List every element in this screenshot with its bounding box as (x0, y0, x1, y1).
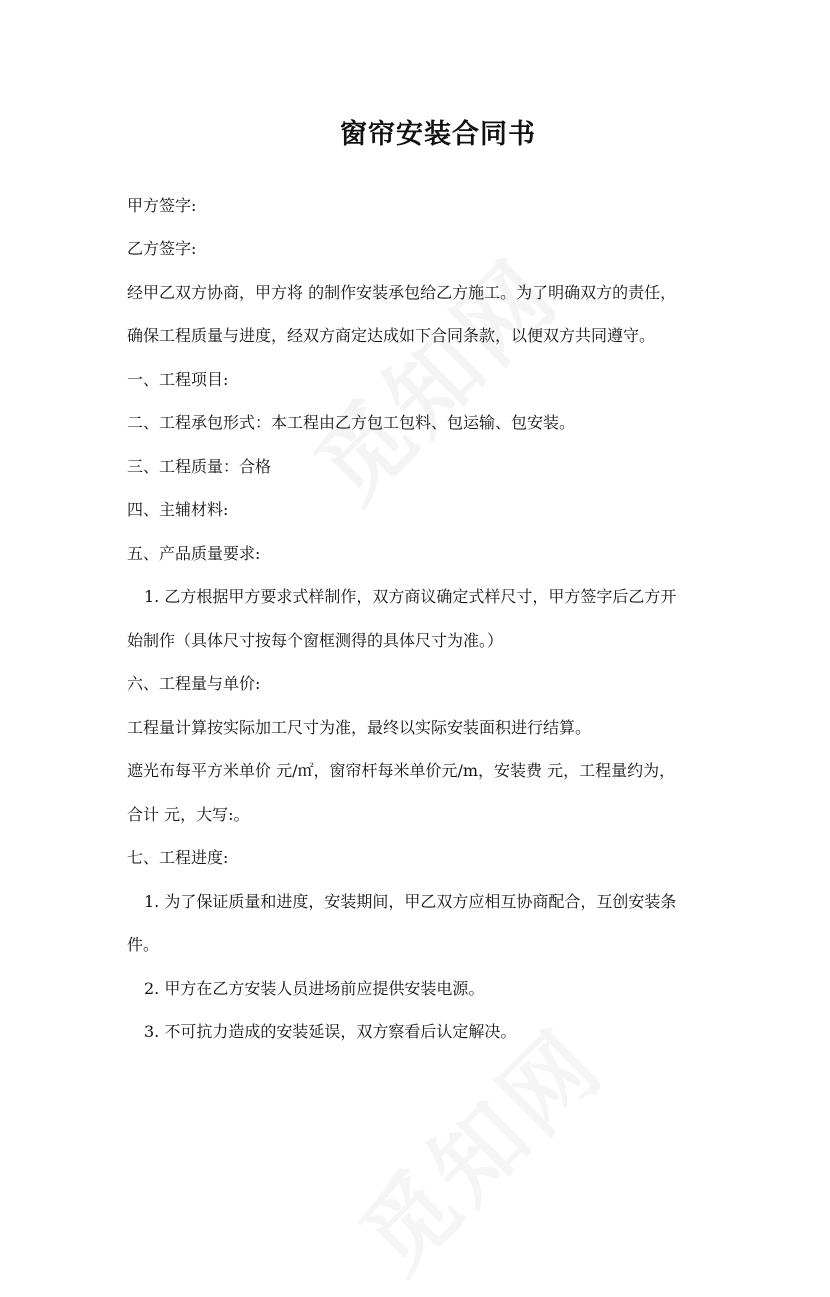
paragraph-line: 工程量计算按实际加工尺寸为准，最终以实际安装面积进行结算。 (127, 718, 592, 737)
list-item: 2. 甲方在乙方安装人员进场前应提供安装电源。 (144, 979, 485, 998)
party-b-signature: 乙方签字: (127, 239, 197, 258)
section-heading: 七、工程进度: (127, 848, 229, 867)
section-heading: 三、工程质量：合格 (127, 457, 272, 476)
paragraph-line: 件。 (127, 935, 160, 954)
paragraph-line: 遮光布每平方米单价 元/㎡，窗帘杆每米单价元/m，安装费 元，工程量约为， (127, 761, 676, 780)
paragraph-line: 始制作（具体尺寸按每个窗框测得的具体尺寸为准。） (127, 631, 504, 650)
document-title: 窗帘安装合同书 (340, 119, 536, 150)
section-heading: 五、产品质量要求: (127, 544, 261, 563)
paragraph-line: 经甲乙双方协商，甲方将 的制作安装承包给乙方施工。为了明确双方的责任， (127, 283, 677, 302)
section-heading: 二、工程承包形式：本工程由乙方包工包料、包运输、包安装。 (127, 413, 576, 432)
paragraph-line: 确保工程质量与进度，经双方商定达成如下合同条款，以便双方共同遵守。 (127, 326, 656, 345)
list-item: 3. 不可抗力造成的安装延误，双方察看后认定解决。 (144, 1022, 517, 1041)
paragraph-line: 合计 元，大写:。 (127, 805, 250, 824)
section-heading: 四、主辅材料: (127, 500, 229, 519)
list-item: 1. 为了保证质量和进度，安装期间，甲乙双方应相互协商配合，互创安装条 (144, 892, 677, 911)
list-item: 1. 乙方根据甲方要求式样制作，双方商议确定式样尺寸，甲方签字后乙方开 (144, 587, 677, 606)
section-heading: 一、工程项目: (127, 370, 229, 389)
party-a-signature: 甲方签字: (127, 196, 197, 215)
section-heading: 六、工程量与单价: (127, 674, 261, 693)
